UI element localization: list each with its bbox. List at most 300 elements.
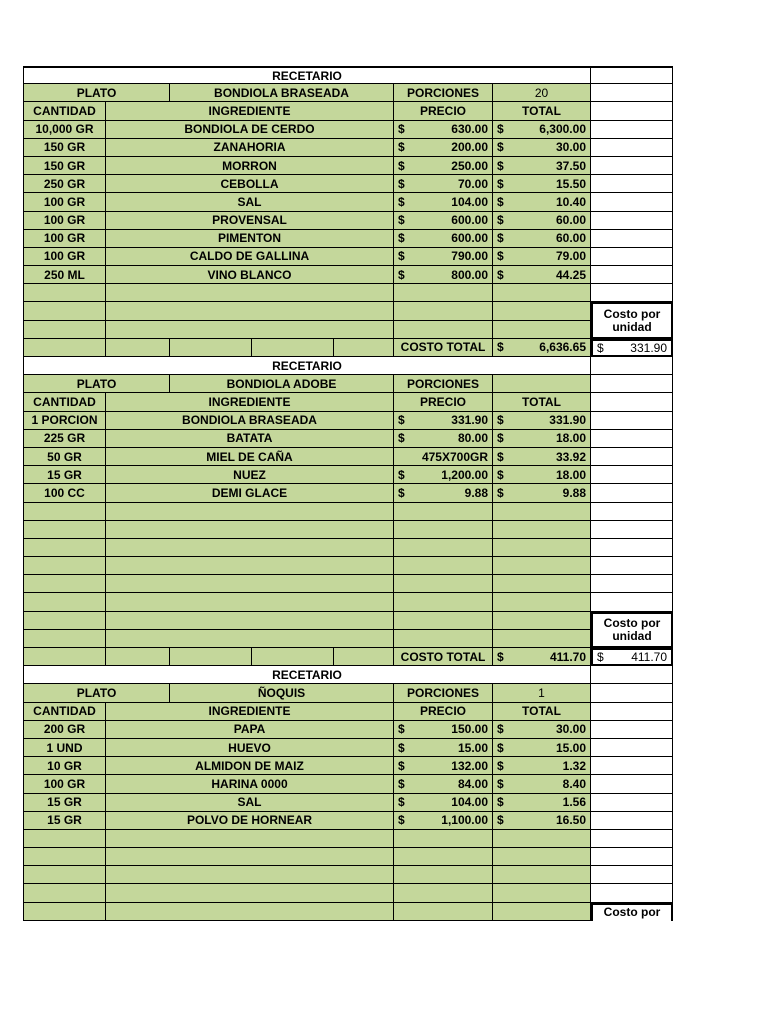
ingrediente-cell[interactable]: ZANAHORIA bbox=[106, 139, 394, 157]
plato-name[interactable]: BONDIOLA BRASEADA bbox=[170, 84, 394, 102]
precio-cell[interactable] bbox=[394, 466, 493, 484]
ingredient-row bbox=[23, 193, 673, 211]
ingrediente-cell[interactable]: VINO BLANCO bbox=[106, 266, 394, 284]
empty-cell[interactable] bbox=[23, 866, 106, 884]
ingrediente-cell[interactable]: PAPA bbox=[106, 721, 394, 739]
currency-symbol: $ bbox=[398, 413, 405, 428]
ingredient-row bbox=[23, 466, 673, 484]
currency-symbol: $ bbox=[398, 795, 405, 810]
cantidad-cell[interactable]: 100 GR bbox=[23, 248, 106, 266]
empty-cell[interactable] bbox=[106, 557, 394, 575]
empty-cell[interactable] bbox=[252, 648, 334, 666]
recipe-block bbox=[23, 666, 673, 921]
empty-cell[interactable] bbox=[394, 302, 493, 320]
empty-cell[interactable] bbox=[106, 339, 170, 357]
empty-cell[interactable] bbox=[106, 521, 394, 539]
cantidad-cell[interactable]: 250 GR bbox=[23, 175, 106, 193]
cantidad-cell[interactable]: 225 GR bbox=[23, 430, 106, 448]
recipe-block bbox=[23, 357, 673, 666]
plato-row bbox=[23, 375, 673, 393]
empty-cell[interactable] bbox=[23, 884, 106, 902]
cantidad-cell[interactable]: 10 GR bbox=[23, 757, 106, 775]
header-cantidad[interactable]: CANTIDAD bbox=[23, 393, 106, 411]
recipe-title[interactable]: RECETARIO bbox=[23, 666, 591, 684]
side-cell[interactable] bbox=[591, 175, 673, 193]
total-cell[interactable] bbox=[493, 412, 591, 430]
currency-symbol: $ bbox=[497, 758, 504, 773]
header-total[interactable]: TOTAL bbox=[493, 703, 591, 721]
amount-value: 16.50 bbox=[555, 813, 586, 828]
empty-cell[interactable] bbox=[106, 648, 170, 666]
ingredient-row bbox=[23, 230, 673, 248]
ingrediente-cell[interactable]: CEBOLLA bbox=[106, 175, 394, 193]
empty-cell[interactable] bbox=[106, 830, 394, 848]
empty-cell[interactable] bbox=[493, 830, 591, 848]
precio-cell[interactable] bbox=[394, 775, 493, 793]
precio-cell[interactable] bbox=[394, 812, 493, 830]
empty-cell[interactable] bbox=[23, 521, 106, 539]
header-precio[interactable]: PRECIO bbox=[394, 102, 493, 120]
empty-cell[interactable] bbox=[23, 339, 106, 357]
empty-cell[interactable] bbox=[394, 830, 493, 848]
precio-cell[interactable] bbox=[394, 794, 493, 812]
currency-symbol: $ bbox=[398, 122, 405, 137]
currency-symbol: $ bbox=[597, 650, 604, 665]
total-cell[interactable] bbox=[493, 466, 591, 484]
precio-cell[interactable] bbox=[394, 412, 493, 430]
side-cell[interactable] bbox=[591, 503, 673, 521]
side-cell[interactable] bbox=[591, 84, 673, 102]
ingredient-row bbox=[23, 794, 673, 812]
side-cell[interactable] bbox=[591, 848, 673, 866]
side-cell[interactable] bbox=[591, 121, 673, 139]
amount-value: 33.92 bbox=[555, 449, 586, 464]
empty-row bbox=[23, 503, 673, 521]
plato-label[interactable]: PLATO bbox=[23, 84, 170, 102]
ingrediente-cell[interactable]: BONDIOLA DE CERDO bbox=[106, 121, 394, 139]
precio-cell[interactable] bbox=[394, 193, 493, 211]
side-cell[interactable] bbox=[591, 66, 673, 84]
side-cell[interactable] bbox=[591, 666, 673, 684]
empty-cell[interactable] bbox=[493, 612, 591, 630]
empty-cell[interactable] bbox=[394, 557, 493, 575]
empty-cell[interactable] bbox=[23, 593, 106, 611]
cantidad-cell[interactable]: 1 PORCION bbox=[23, 412, 106, 430]
precio-cell[interactable] bbox=[394, 266, 493, 284]
cantidad-cell[interactable]: 15 GR bbox=[23, 794, 106, 812]
precio-cell[interactable] bbox=[394, 248, 493, 266]
plato-name[interactable]: ÑOQUIS bbox=[170, 684, 394, 702]
ingrediente-cell[interactable]: PIMENTON bbox=[106, 230, 394, 248]
side-cell[interactable] bbox=[591, 357, 673, 375]
cantidad-cell[interactable]: 100 GR bbox=[23, 775, 106, 793]
empty-row bbox=[23, 284, 673, 302]
cantidad-cell[interactable]: 1 UND bbox=[23, 739, 106, 757]
amount-value: 132.00 bbox=[451, 758, 488, 773]
ingrediente-cell[interactable]: BATATA bbox=[106, 430, 394, 448]
precio-cell[interactable] bbox=[394, 721, 493, 739]
empty-cell[interactable] bbox=[23, 503, 106, 521]
amount-value: 331.90 bbox=[630, 340, 667, 355]
total-cell[interactable] bbox=[493, 212, 591, 230]
side-cell[interactable] bbox=[591, 812, 673, 830]
amount-value: 411.70 bbox=[549, 649, 586, 664]
recipe-title-row bbox=[23, 666, 673, 684]
empty-cell[interactable] bbox=[106, 884, 394, 902]
empty-cell[interactable] bbox=[493, 302, 591, 320]
ingrediente-cell[interactable]: SAL bbox=[106, 193, 394, 211]
amount-value: 630.00 bbox=[451, 122, 488, 137]
empty-cell[interactable] bbox=[170, 648, 252, 666]
ingrediente-cell[interactable]: PROVENSAL bbox=[106, 212, 394, 230]
side-cell[interactable] bbox=[591, 575, 673, 593]
ingrediente-cell[interactable]: SAL bbox=[106, 794, 394, 812]
empty-cell[interactable] bbox=[493, 866, 591, 884]
side-cell[interactable] bbox=[591, 448, 673, 466]
empty-cell[interactable] bbox=[334, 648, 394, 666]
empty-cell[interactable] bbox=[394, 884, 493, 902]
table-header-row bbox=[23, 393, 673, 411]
empty-cell[interactable] bbox=[106, 321, 394, 339]
side-cell[interactable] bbox=[591, 557, 673, 575]
porciones-value[interactable] bbox=[493, 375, 591, 393]
amount-value: 9.88 bbox=[562, 485, 586, 500]
costo-unidad-label-line1: Costo por bbox=[603, 306, 661, 321]
empty-cell[interactable] bbox=[493, 284, 591, 302]
empty-cell[interactable] bbox=[23, 648, 106, 666]
empty-cell[interactable] bbox=[106, 612, 394, 630]
currency-symbol: $ bbox=[398, 213, 405, 228]
precio-cell[interactable] bbox=[394, 212, 493, 230]
amount-value: 600.00 bbox=[451, 231, 488, 246]
cantidad-cell[interactable]: 200 GR bbox=[23, 721, 106, 739]
amount-value: 30.00 bbox=[555, 140, 586, 155]
side-cell[interactable] bbox=[591, 684, 673, 702]
empty-cell[interactable] bbox=[23, 284, 106, 302]
header-ingrediente[interactable]: INGREDIENTE bbox=[106, 703, 394, 721]
side-cell[interactable] bbox=[591, 139, 673, 157]
costo-total-label[interactable]: COSTO TOTAL bbox=[394, 339, 493, 357]
empty-cell[interactable] bbox=[394, 539, 493, 557]
empty-cell[interactable] bbox=[23, 575, 106, 593]
empty-cell[interactable] bbox=[106, 866, 394, 884]
ingrediente-cell[interactable]: CALDO DE GALLINA bbox=[106, 248, 394, 266]
cantidad-cell[interactable]: 100 GR bbox=[23, 193, 106, 211]
cantidad-cell[interactable]: 100 GR bbox=[23, 230, 106, 248]
empty-cell[interactable] bbox=[493, 575, 591, 593]
amount-value: 70.00 bbox=[457, 176, 488, 191]
side-cell[interactable] bbox=[591, 721, 673, 739]
currency-symbol: $ bbox=[497, 649, 504, 664]
empty-cell[interactable] bbox=[334, 339, 394, 357]
side-cell[interactable] bbox=[591, 466, 673, 484]
side-cell[interactable] bbox=[591, 102, 673, 120]
side-cell[interactable] bbox=[591, 866, 673, 884]
header-ingrediente[interactable]: INGREDIENTE bbox=[106, 393, 394, 411]
precio-cell[interactable] bbox=[394, 121, 493, 139]
empty-cell[interactable] bbox=[394, 521, 493, 539]
currency-symbol: $ bbox=[398, 758, 405, 773]
empty-cell[interactable] bbox=[493, 503, 591, 521]
empty-row bbox=[23, 630, 673, 648]
precio-cell[interactable] bbox=[394, 757, 493, 775]
total-cell[interactable] bbox=[493, 230, 591, 248]
costo-unidad-label[interactable] bbox=[591, 612, 673, 648]
currency-symbol: $ bbox=[398, 740, 405, 755]
ingrediente-cell[interactable]: BONDIOLA BRASEADA bbox=[106, 412, 394, 430]
side-cell[interactable] bbox=[591, 375, 673, 393]
empty-cell[interactable] bbox=[23, 830, 106, 848]
header-total[interactable]: TOTAL bbox=[493, 102, 591, 120]
total-cell[interactable] bbox=[493, 248, 591, 266]
precio-cell[interactable] bbox=[394, 175, 493, 193]
precio-cell[interactable] bbox=[394, 448, 493, 466]
empty-cell[interactable] bbox=[493, 593, 591, 611]
header-precio[interactable]: PRECIO bbox=[394, 393, 493, 411]
currency-symbol: $ bbox=[398, 776, 405, 791]
amount-value: 15.50 bbox=[555, 176, 586, 191]
empty-cell[interactable] bbox=[394, 903, 493, 921]
amount-value: 18.00 bbox=[555, 467, 586, 482]
empty-cell[interactable] bbox=[23, 321, 106, 339]
currency-symbol: $ bbox=[497, 140, 504, 155]
cantidad-cell[interactable]: 150 GR bbox=[23, 139, 106, 157]
currency-symbol: $ bbox=[497, 176, 504, 191]
total-cell[interactable] bbox=[493, 121, 591, 139]
side-cell[interactable] bbox=[591, 212, 673, 230]
side-cell[interactable] bbox=[591, 703, 673, 721]
side-cell[interactable] bbox=[591, 230, 673, 248]
amount-value: 475X700GR bbox=[421, 449, 488, 464]
costo-total-value[interactable] bbox=[493, 339, 591, 357]
empty-row bbox=[23, 848, 673, 866]
side-cell[interactable] bbox=[591, 248, 673, 266]
amount-value: 15.00 bbox=[555, 740, 586, 755]
plato-name[interactable]: BONDIOLA ADOBE bbox=[170, 375, 394, 393]
side-cell[interactable] bbox=[591, 430, 673, 448]
costo-total-label[interactable]: COSTO TOTAL bbox=[394, 648, 493, 666]
recipe-title[interactable]: RECETARIO bbox=[23, 66, 591, 84]
amount-value: 1,100.00 bbox=[441, 813, 488, 828]
amount-value: 18.00 bbox=[555, 431, 586, 446]
empty-cell[interactable] bbox=[106, 848, 394, 866]
ingrediente-cell[interactable]: POLVO DE HORNEAR bbox=[106, 812, 394, 830]
total-cell[interactable] bbox=[493, 266, 591, 284]
empty-cell[interactable] bbox=[394, 630, 493, 648]
total-cell[interactable] bbox=[493, 139, 591, 157]
cantidad-cell[interactable]: 100 CC bbox=[23, 484, 106, 502]
ingredient-row bbox=[23, 775, 673, 793]
table-header-row bbox=[23, 703, 673, 721]
cantidad-cell[interactable]: 150 GR bbox=[23, 157, 106, 175]
currency-symbol: $ bbox=[497, 194, 504, 209]
total-cell[interactable] bbox=[493, 739, 591, 757]
empty-cell[interactable] bbox=[23, 848, 106, 866]
precio-cell[interactable] bbox=[394, 484, 493, 502]
recipe-title[interactable]: RECETARIO bbox=[23, 357, 591, 375]
empty-cell[interactable] bbox=[493, 521, 591, 539]
empty-cell[interactable] bbox=[394, 866, 493, 884]
currency-symbol: $ bbox=[398, 722, 405, 737]
total-cell[interactable] bbox=[493, 812, 591, 830]
precio-cell[interactable] bbox=[394, 739, 493, 757]
total-cell[interactable] bbox=[493, 448, 591, 466]
precio-cell[interactable] bbox=[394, 157, 493, 175]
total-cell[interactable] bbox=[493, 193, 591, 211]
amount-value: 104.00 bbox=[451, 194, 488, 209]
total-cell[interactable] bbox=[493, 721, 591, 739]
empty-cell[interactable] bbox=[23, 557, 106, 575]
empty-cell[interactable] bbox=[106, 302, 394, 320]
empty-cell[interactable] bbox=[106, 503, 394, 521]
empty-cell[interactable] bbox=[106, 630, 394, 648]
currency-symbol: $ bbox=[497, 413, 504, 428]
cantidad-cell[interactable]: 15 GR bbox=[23, 812, 106, 830]
empty-cell[interactable] bbox=[394, 575, 493, 593]
cantidad-cell[interactable]: 250 ML bbox=[23, 266, 106, 284]
header-ingrediente[interactable]: INGREDIENTE bbox=[106, 102, 394, 120]
costo-unidad-value[interactable] bbox=[591, 648, 673, 666]
ingrediente-cell[interactable]: HARINA 0000 bbox=[106, 775, 394, 793]
cantidad-cell[interactable]: 10,000 GR bbox=[23, 121, 106, 139]
empty-cell[interactable] bbox=[106, 593, 394, 611]
empty-row bbox=[23, 557, 673, 575]
empty-cell[interactable] bbox=[23, 539, 106, 557]
total-cell[interactable] bbox=[493, 157, 591, 175]
porciones-value[interactable]: 20 bbox=[493, 84, 591, 102]
cantidad-cell[interactable]: 100 GR bbox=[23, 212, 106, 230]
side-cell[interactable] bbox=[591, 593, 673, 611]
side-cell[interactable] bbox=[591, 484, 673, 502]
ingrediente-cell[interactable]: ALMIDON DE MAIZ bbox=[106, 757, 394, 775]
costo-unidad-label[interactable]: Costo por bbox=[591, 903, 673, 921]
plato-row bbox=[23, 684, 673, 702]
empty-cell[interactable] bbox=[23, 302, 106, 320]
side-cell[interactable] bbox=[591, 412, 673, 430]
ingrediente-cell[interactable]: MIEL DE CAÑA bbox=[106, 448, 394, 466]
total-cell[interactable] bbox=[493, 794, 591, 812]
porciones-label[interactable]: PORCIONES bbox=[394, 84, 493, 102]
empty-cell[interactable] bbox=[394, 321, 493, 339]
ingrediente-cell[interactable]: DEMI GLACE bbox=[106, 484, 394, 502]
empty-cell[interactable] bbox=[23, 612, 106, 630]
ingredient-row bbox=[23, 721, 673, 739]
costo-total-value[interactable] bbox=[493, 648, 591, 666]
header-cantidad[interactable]: CANTIDAD bbox=[23, 102, 106, 120]
ingrediente-cell[interactable]: NUEZ bbox=[106, 466, 394, 484]
ingredient-row bbox=[23, 484, 673, 502]
plato-label[interactable]: PLATO bbox=[23, 375, 170, 393]
recipe-title-row bbox=[23, 66, 673, 84]
side-cell[interactable] bbox=[591, 775, 673, 793]
empty-cell[interactable] bbox=[394, 593, 493, 611]
precio-cell[interactable] bbox=[394, 230, 493, 248]
empty-cell[interactable] bbox=[106, 284, 394, 302]
porciones-label[interactable]: PORCIONES bbox=[394, 684, 493, 702]
empty-cell[interactable] bbox=[493, 321, 591, 339]
side-cell[interactable] bbox=[591, 266, 673, 284]
empty-cell[interactable] bbox=[493, 630, 591, 648]
cantidad-cell[interactable]: 50 GR bbox=[23, 448, 106, 466]
total-cell[interactable] bbox=[493, 484, 591, 502]
empty-cell[interactable] bbox=[106, 903, 394, 921]
side-cell[interactable] bbox=[591, 830, 673, 848]
currency-symbol: $ bbox=[597, 340, 604, 355]
amount-value: 790.00 bbox=[451, 249, 488, 264]
empty-cell[interactable] bbox=[23, 630, 106, 648]
amount-value: 200.00 bbox=[451, 140, 488, 155]
total-cell[interactable] bbox=[493, 430, 591, 448]
costo-unidad-label-line2: unidad bbox=[612, 319, 652, 334]
side-cell[interactable] bbox=[591, 193, 673, 211]
empty-cell[interactable] bbox=[252, 339, 334, 357]
plato-label[interactable]: PLATO bbox=[23, 684, 170, 702]
empty-cell[interactable] bbox=[106, 539, 394, 557]
cantidad-cell[interactable]: 15 GR bbox=[23, 466, 106, 484]
empty-cell[interactable] bbox=[394, 284, 493, 302]
ingrediente-cell[interactable]: HUEVO bbox=[106, 739, 394, 757]
side-cell[interactable] bbox=[591, 157, 673, 175]
amount-value: 150.00 bbox=[451, 722, 488, 737]
amount-value: 10.40 bbox=[555, 194, 586, 209]
empty-cell[interactable] bbox=[493, 539, 591, 557]
side-cell[interactable] bbox=[591, 884, 673, 902]
empty-cell[interactable] bbox=[106, 575, 394, 593]
amount-value: 44.25 bbox=[555, 267, 586, 282]
porciones-label[interactable]: PORCIONES bbox=[394, 375, 493, 393]
side-cell[interactable] bbox=[591, 739, 673, 757]
currency-symbol: $ bbox=[497, 122, 504, 137]
currency-symbol: $ bbox=[497, 722, 504, 737]
currency-symbol: $ bbox=[398, 431, 405, 446]
side-cell[interactable] bbox=[591, 539, 673, 557]
total-cell[interactable] bbox=[493, 757, 591, 775]
side-cell[interactable] bbox=[591, 521, 673, 539]
costo-unidad-value[interactable] bbox=[591, 339, 673, 357]
empty-cell[interactable] bbox=[23, 903, 106, 921]
side-cell[interactable] bbox=[591, 794, 673, 812]
empty-cell[interactable] bbox=[394, 612, 493, 630]
empty-cell[interactable] bbox=[394, 848, 493, 866]
side-cell[interactable] bbox=[591, 757, 673, 775]
empty-cell[interactable] bbox=[493, 884, 591, 902]
amount-value: 600.00 bbox=[451, 213, 488, 228]
header-precio[interactable]: PRECIO bbox=[394, 703, 493, 721]
amount-value: 8.40 bbox=[562, 776, 586, 791]
header-cantidad[interactable]: CANTIDAD bbox=[23, 703, 106, 721]
empty-cell[interactable] bbox=[394, 503, 493, 521]
total-cell[interactable] bbox=[493, 175, 591, 193]
empty-cell[interactable] bbox=[493, 848, 591, 866]
ingredient-row bbox=[23, 212, 673, 230]
side-cell[interactable] bbox=[591, 284, 673, 302]
costo-total-row bbox=[23, 648, 673, 666]
header-total[interactable]: TOTAL bbox=[493, 393, 591, 411]
ingrediente-cell[interactable]: MORRON bbox=[106, 157, 394, 175]
empty-cell[interactable] bbox=[493, 557, 591, 575]
precio-cell[interactable] bbox=[394, 430, 493, 448]
recipe-sheet bbox=[23, 66, 673, 921]
porciones-value[interactable]: 1 bbox=[493, 684, 591, 702]
precio-cell[interactable] bbox=[394, 139, 493, 157]
currency-symbol: $ bbox=[398, 194, 405, 209]
currency-symbol: $ bbox=[497, 449, 504, 464]
empty-cell[interactable] bbox=[170, 339, 252, 357]
costo-unidad-label[interactable] bbox=[591, 302, 673, 338]
side-cell[interactable] bbox=[591, 393, 673, 411]
empty-cell[interactable] bbox=[493, 903, 591, 921]
total-cell[interactable] bbox=[493, 775, 591, 793]
